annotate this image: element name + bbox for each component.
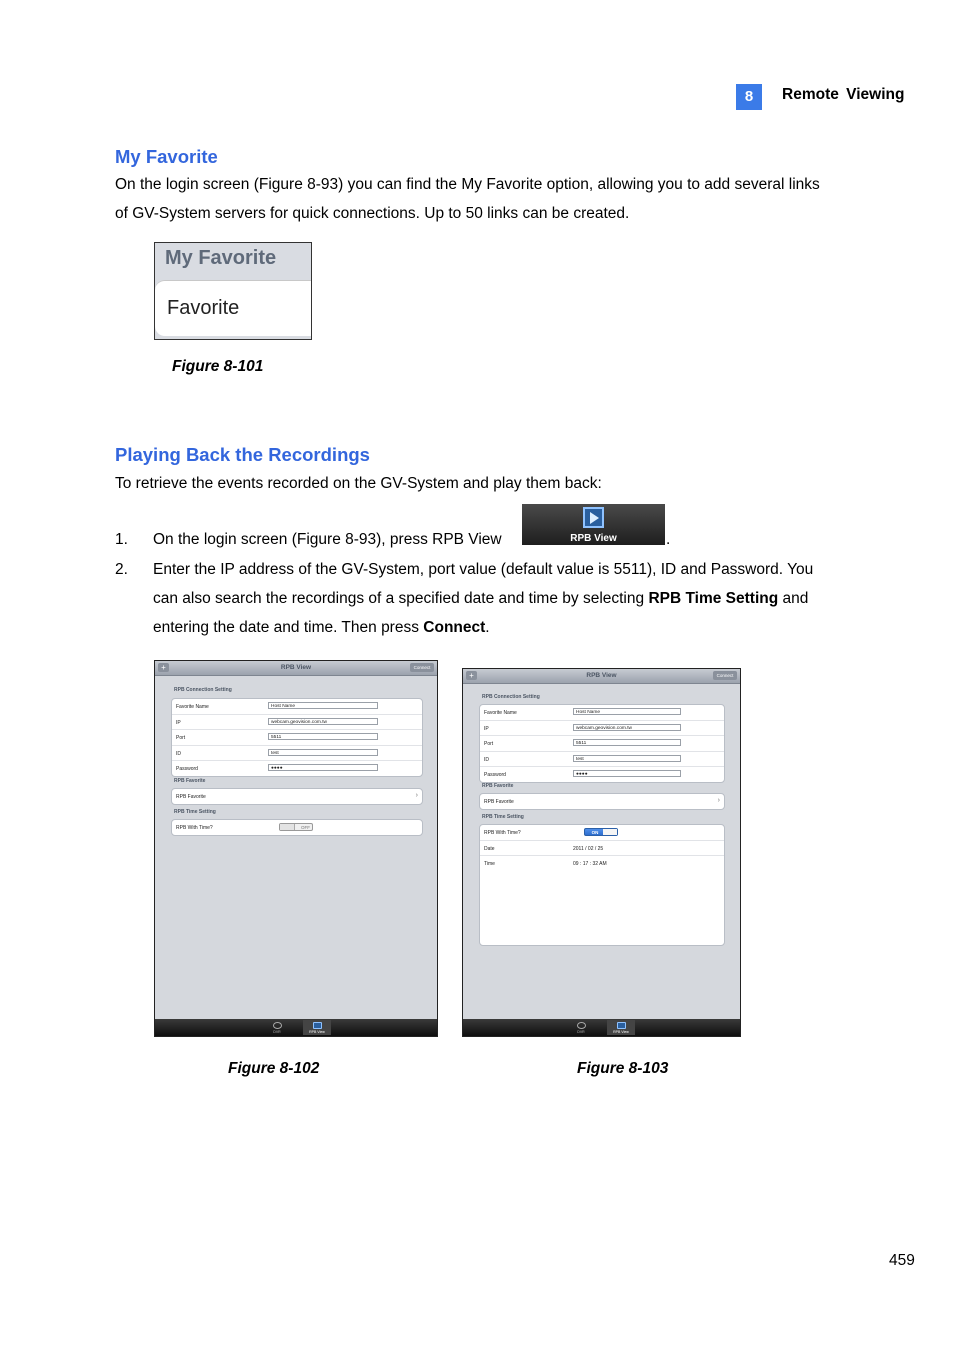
chevron-right-icon: › — [717, 797, 720, 804]
section-title-my-favorite: My Favorite — [115, 146, 218, 167]
rpb-favorite-row[interactable] — [480, 794, 724, 809]
password-label: Password — [484, 772, 506, 778]
tab-dvr-label: DVR — [577, 1030, 585, 1034]
time-label: Time — [484, 861, 495, 867]
rpb-view-button[interactable] — [522, 504, 665, 545]
play-icon — [313, 1022, 322, 1029]
section-header-connection: RPB Connection Setting — [174, 687, 232, 693]
password-row — [172, 761, 422, 776]
step2-line3-b: . — [485, 619, 490, 636]
favorite-name-label: Favorite Name — [484, 710, 517, 716]
step1-text: On the login screen (Figure 8-93), press RPB View — [153, 531, 502, 548]
port-row — [172, 730, 422, 746]
ip-field[interactable]: webcam.geovision.com.tw — [268, 718, 378, 725]
step2-line2-b: and — [778, 590, 809, 607]
with-time-row — [172, 820, 422, 835]
favorite-name-field[interactable]: Host Name — [268, 702, 378, 709]
section1-text-line2: of GV-System servers for quick connections. Up to 50 links can be created. — [115, 205, 630, 222]
port-field[interactable]: 5511 — [268, 733, 378, 740]
id-row — [480, 752, 724, 768]
section-header-favorite: RPB Favorite — [174, 778, 206, 784]
id-field[interactable]: test — [268, 749, 378, 756]
ip-row — [172, 715, 422, 731]
tab-bar — [155, 1019, 437, 1036]
ipad-screenshot-102 — [154, 660, 438, 1037]
nav-title: RPB View — [280, 664, 312, 671]
section-header-time: RPB Time Setting — [174, 809, 216, 815]
port-field[interactable]: 5511 — [573, 739, 681, 746]
time-group — [479, 824, 725, 946]
id-label: ID — [484, 756, 489, 763]
eye-icon — [577, 1022, 586, 1029]
step2-line1: Enter the IP address of the GV-System, port value (default value is 5511), ID and Password. You — [153, 561, 814, 578]
figure-caption-101: Figure 8-101 — [172, 358, 264, 375]
eye-icon — [273, 1022, 282, 1029]
step2-line3 — [153, 613, 490, 642]
favorite-name-label: Favorite Name — [176, 704, 209, 710]
nav-bar — [155, 661, 437, 676]
tab-rpb-view[interactable] — [607, 1020, 635, 1035]
section-header-time: RPB Time Setting — [482, 814, 524, 820]
rpb-favorite-label: RPB Favorite — [176, 794, 206, 800]
tab-rpb-view[interactable] — [303, 1020, 331, 1035]
port-label: Port — [484, 741, 494, 747]
chapter-title: Remote Viewing — [782, 86, 905, 103]
chapter-number-badge: 8 — [736, 84, 762, 110]
rpb-time-setting-term: RPB Time Setting — [648, 590, 779, 607]
id-field[interactable]: test — [573, 755, 681, 762]
password-field[interactable]: ●●●● — [268, 764, 378, 771]
tab-rpb-label: RPB View — [613, 1030, 629, 1034]
favorite-name-field[interactable]: Host Name — [573, 708, 681, 715]
ip-label: IP — [176, 719, 181, 726]
chevron-right-icon: › — [415, 792, 418, 799]
time-value: 09 : 17 : 32 AM — [573, 861, 607, 867]
nav-title: RPB View — [586, 672, 617, 679]
favorite-row-label: Favorite — [167, 297, 240, 319]
play-icon — [617, 1022, 626, 1029]
connect-button[interactable]: Connect — [410, 663, 434, 672]
id-row — [172, 746, 422, 762]
date-label: Date — [484, 845, 495, 852]
add-button[interactable]: + — [466, 671, 477, 680]
ip-label: IP — [484, 725, 489, 732]
step1-period: . — [666, 531, 671, 548]
password-label: Password — [176, 766, 198, 772]
tab-rpb-label: RPB View — [309, 1030, 325, 1034]
section1-text-line1: On the login screen (Figure 8-93) you can find the My Favorite option, allowing you to add several links — [115, 176, 820, 193]
figure-caption-103: Figure 8-103 — [577, 1060, 669, 1077]
tab-bar — [463, 1019, 740, 1036]
figure-caption-102: Figure 8-102 — [228, 1060, 320, 1077]
password-field[interactable]: ●●●● — [573, 770, 681, 777]
favorite-row[interactable] — [155, 280, 312, 336]
rpb-view-button-label: RPB View — [570, 533, 617, 544]
add-button[interactable]: + — [158, 663, 169, 672]
toggle-off-label: OFF — [301, 825, 310, 830]
ip-row — [480, 721, 724, 737]
connect-button[interactable]: Connect — [713, 671, 737, 680]
ipad-screenshot-103 — [462, 668, 741, 1037]
step2-number: 2. — [115, 561, 128, 578]
with-time-row — [480, 825, 724, 841]
my-favorite-heading: My Favorite — [165, 247, 277, 269]
favorite-name-row — [172, 699, 422, 715]
with-time-toggle[interactable] — [584, 828, 618, 836]
connect-term: Connect — [423, 619, 486, 636]
connection-group — [171, 698, 423, 777]
step2-line2-a: can also search the recordings of a specified date and time by selecting — [153, 590, 649, 607]
tab-dvr-label: DVR — [273, 1030, 281, 1034]
tab-dvr[interactable] — [263, 1020, 291, 1035]
section-header-favorite: RPB Favorite — [482, 783, 514, 789]
ip-field[interactable]: webcam.geovision.com.tw — [573, 724, 681, 731]
rpb-favorite-label: RPB Favorite — [484, 799, 514, 805]
section-title-playback: Playing Back the Recordings — [115, 444, 370, 465]
with-time-label: RPB With Time? — [176, 825, 213, 831]
step1-number: 1. — [115, 531, 128, 548]
time-row[interactable] — [480, 856, 724, 871]
port-label: Port — [176, 735, 186, 741]
favorite-group — [479, 793, 725, 810]
section-header-connection: RPB Connection Setting — [482, 694, 540, 700]
favorite-group — [171, 788, 423, 805]
favorite-name-row — [480, 705, 724, 721]
my-favorite-figure — [154, 242, 312, 340]
rpb-favorite-row[interactable] — [172, 789, 422, 804]
step2-line3-a: entering the date and time. Then press — [153, 619, 424, 636]
with-time-label: RPB With Time? — [484, 830, 521, 836]
nav-bar — [463, 669, 740, 684]
date-value: 2011 / 02 / 25 — [573, 845, 604, 852]
time-group — [171, 819, 423, 836]
rpb-play-icon — [583, 507, 604, 528]
toggle-on-label: ON — [591, 830, 599, 835]
tab-dvr[interactable] — [567, 1020, 595, 1035]
step2-line2 — [153, 584, 808, 613]
password-row — [480, 767, 724, 782]
section2-intro: To retrieve the events recorded on the GV-System and play them back: — [115, 475, 602, 492]
id-label: ID — [176, 750, 181, 757]
date-row[interactable] — [480, 841, 724, 857]
connection-group — [479, 704, 725, 783]
page-number: 459 — [889, 1252, 915, 1269]
with-time-toggle[interactable] — [279, 823, 313, 831]
port-row — [480, 736, 724, 752]
